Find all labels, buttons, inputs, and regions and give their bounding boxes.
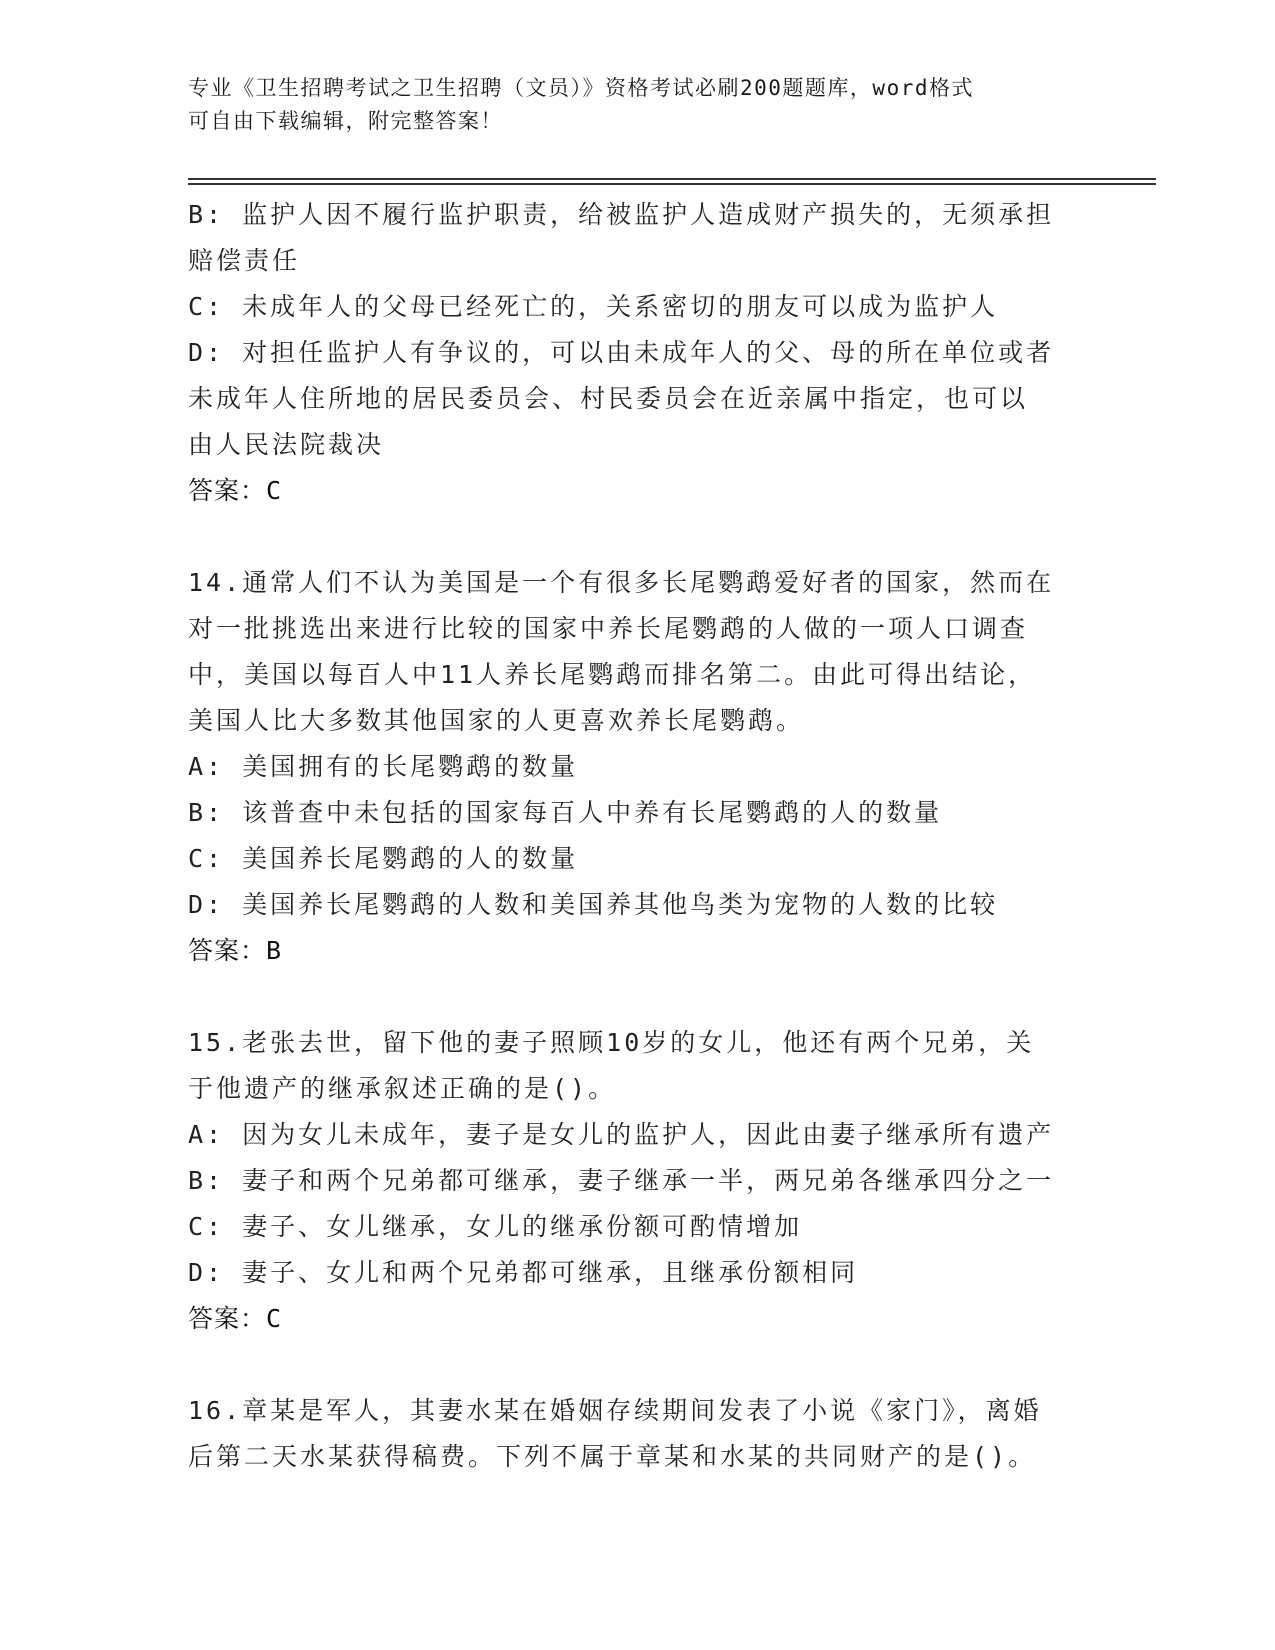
question-14 [188,560,1078,974]
q15-stem-line-2: 于他遗产的继承叙述正确的是()。 [188,1074,617,1103]
q13-option-d-line-1: D: 对担任监护人有争议的，可以由未成年人的父、母的所在单位或者 [188,338,1055,367]
q15-option-d: D: 妻子、女儿和两个兄弟都可继承，且继承份额相同 [188,1258,859,1287]
q16-stem-line-1: 16.章某是军人，其妻水某在婚姻存续期间发表了小说《家门》，离婚 [188,1396,1042,1425]
spacer [188,974,1078,1020]
header-title-line-2: 可自由下载编辑，附完整答案！ [188,109,503,133]
q15-answer: 答案：C [188,1304,283,1333]
document-body [188,192,1078,1480]
q13-option-b-line-1: B: 监护人因不履行监护职责，给被监护人造成财产损失的，无须承担 [188,200,1055,229]
q14-stem-line-4: 美国人比大多数其他国家的人更喜欢养长尾鹦鹉。 [188,706,805,735]
q14-stem-line-1: 14.通常人们不认为美国是一个有很多长尾鹦鹉爱好者的国家，然而在 [188,568,1055,597]
q14-answer: 答案：B [188,936,283,965]
q13-answer: 答案：C [188,476,283,505]
q14-stem-line-3: 中，美国以每百人中11人养长尾鹦鹉而排名第二。由此可得出结论， [188,660,1037,689]
document-header [188,72,1068,138]
q13-option-c: C: 未成年人的父母已经死亡的，关系密切的朋友可以成为监护人 [188,292,999,321]
q15-option-a: A: 因为女儿未成年，妻子是女儿的监护人，因此由妻子继承所有遗产 [188,1120,1055,1149]
spacer [188,1342,1078,1388]
question-15 [188,1020,1078,1342]
q14-option-a: A: 美国拥有的长尾鹦鹉的数量 [188,752,579,781]
q15-stem-line-1: 15.老张去世，留下他的妻子照顾10岁的女儿，他还有两个兄弟，关 [188,1028,1035,1057]
question-13-tail [188,192,1078,514]
header-title-line-1: 专业《卫生招聘考试之卫生招聘（文员）》资格考试必刷200题题库，word格式 [188,76,974,100]
q15-option-b: B: 妻子和两个兄弟都可继承，妻子继承一半，两兄弟各继承四分之一 [188,1166,1055,1195]
q13-option-d-line-3: 由人民法院裁决 [188,430,385,459]
spacer [188,514,1078,560]
question-16 [188,1388,1078,1480]
q14-option-c: C: 美国养长尾鹦鹉的人的数量 [188,844,579,873]
header-divider-top [188,178,1156,180]
q13-option-b-line-2: 赔偿责任 [188,246,301,275]
q14-stem-line-2: 对一批挑选出来进行比较的国家中养长尾鹦鹉的人做的一项人口调查 [188,614,1029,643]
q15-option-c: C: 妻子、女儿继承，女儿的继承份额可酌情增加 [188,1212,803,1241]
header-divider-bottom [188,183,1156,185]
q14-option-d: D: 美国养长尾鹦鹉的人数和美国养其他鸟类为宠物的人数的比较 [188,890,999,919]
q16-stem-line-2: 后第二天水某获得稿费。下列不属于章某和水某的共同财产的是()。 [188,1442,1037,1471]
q13-option-d-line-2: 未成年人住所地的居民委员会、村民委员会在近亲属中指定，也可以 [188,384,1029,413]
q14-option-b: B: 该普查中未包括的国家每百人中养有长尾鹦鹉的人的数量 [188,798,943,827]
